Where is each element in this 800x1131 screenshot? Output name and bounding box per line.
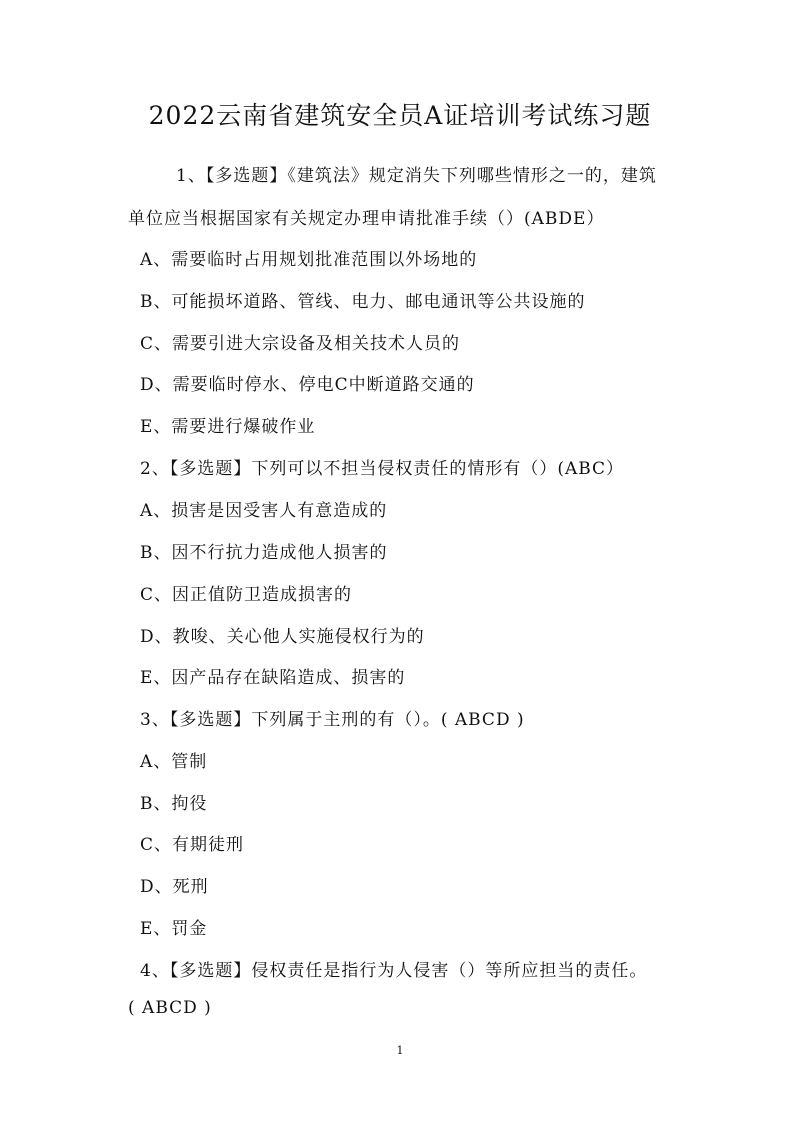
question-2-option-d: D、教唆、关心他人实施侵权行为的 xyxy=(140,627,425,647)
question-2-option-e: E、因产品存在缺陷造成、损害的 xyxy=(140,668,406,688)
page-number: 1 xyxy=(396,1044,404,1057)
question-3-stem: 3、【多选题】下列属于主刑的有（）。( ABCD ) xyxy=(140,710,525,730)
question-3-option-c: C、有期徒刑 xyxy=(140,835,245,855)
question-4-stem-line-1: 4、【多选题】侵权责任是指行为人侵害（）等所应担当的责任。 xyxy=(140,961,648,981)
question-2-option-a: A、损害是因受害人有意造成的 xyxy=(140,501,388,521)
question-1-option-c: C、需要引进大宗设备及相关技术人员的 xyxy=(140,334,461,354)
question-3-option-a: A、管制 xyxy=(140,752,208,772)
question-1-option-b: B、可能损坏道路、管线、电力、邮电通讯等公共设施的 xyxy=(140,292,586,312)
question-1-option-d: D、需要临时停水、停电C中断道路交通的 xyxy=(140,375,475,395)
question-4-stem-line-2: ( ABCD ) xyxy=(128,998,212,1018)
question-1-option-e: E、需要进行爆破作业 xyxy=(140,417,316,437)
document-title: 2022云南省建筑安全员A证培训考试练习题 xyxy=(148,101,652,130)
question-2-option-b: B、因不行抗力造成他人损害的 xyxy=(140,543,388,563)
question-3-option-d: D、死刑 xyxy=(140,877,209,897)
question-1-option-a: A、需要临时占用规划批准范围以外场地的 xyxy=(140,250,478,270)
question-2-option-c: C、因正值防卫造成损害的 xyxy=(140,585,353,605)
question-2-stem: 2、【多选题】下列可以不担当侵权责任的情形有（）(ABC） xyxy=(140,459,625,479)
question-1-stem-line-2: 单位应当根据国家有关规定办理申请批准手续（）(ABDE） xyxy=(128,209,605,229)
question-3-option-b: B、拘役 xyxy=(140,794,208,814)
question-3-option-e: E、罚金 xyxy=(140,919,208,939)
question-1-stem-line-1: 1、【多选题】《建筑法》规定消失下列哪些情形之一的，建筑 xyxy=(176,166,657,186)
